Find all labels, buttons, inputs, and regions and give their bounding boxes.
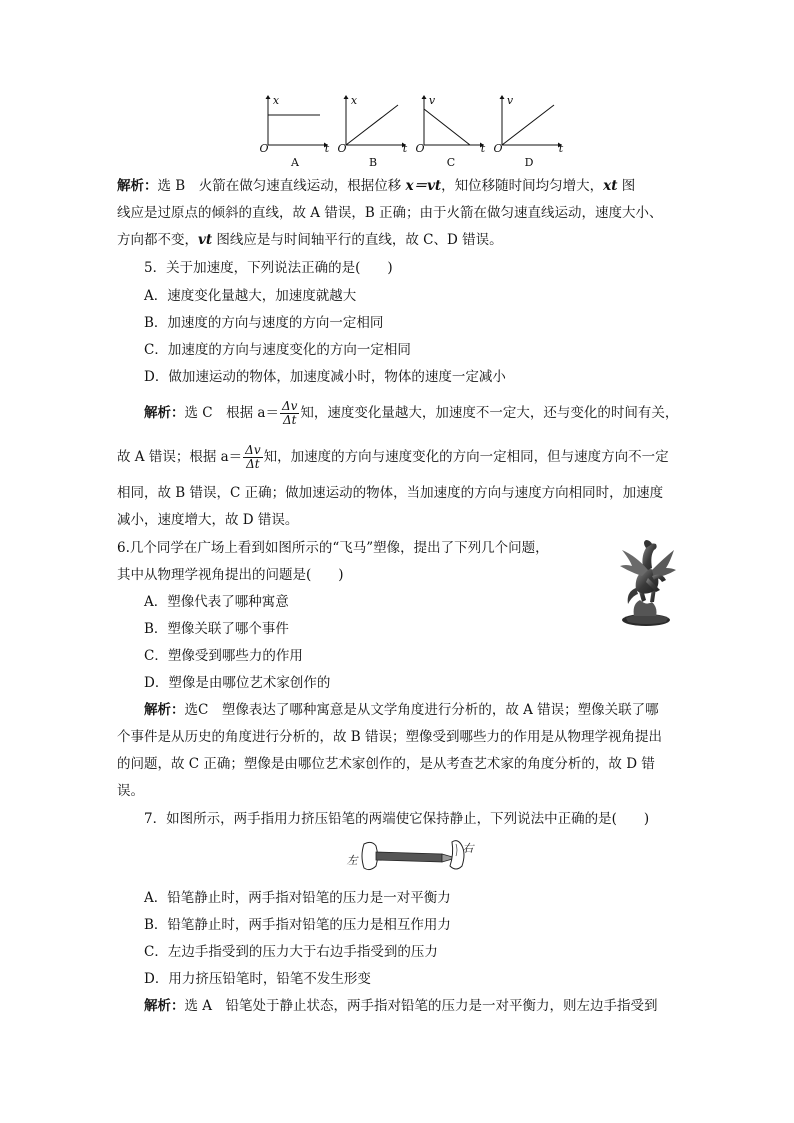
analysis-label: 解析： [144, 998, 185, 1014]
graph-a-letter: A [291, 156, 299, 169]
q5-option-b: B．加速度的方向与速度的方向一定相同 [144, 315, 384, 331]
analysis-label: 解析： [144, 702, 185, 718]
q5-stem: 5．关于加速度，下列说法正确的是( ) [144, 260, 393, 276]
graph-a-ylabel: x [272, 94, 280, 107]
pegasus-statue-image [612, 536, 682, 628]
q4-analysis-line-1 [117, 176, 677, 196]
q7-stem: 7．如图所示，两手指用力挤压铅笔的两端使它保持静止，下列说法中正确的是( ) [144, 811, 650, 827]
graph-b-letter: B [368, 156, 378, 169]
q6-analysis-line-4: 误。 [117, 783, 144, 799]
analysis-label: 解析： [117, 178, 158, 194]
graph-c-origin: O [415, 142, 425, 155]
graph-a-xlabel: t [324, 142, 330, 155]
text-span: 选 B 火箭在做匀速直线运动，根据位移 [157, 178, 406, 194]
q5-analysis-line-1 [144, 400, 704, 427]
fraction [243, 444, 262, 471]
q5-analysis-line-3: 相同，故 B 错误，C 正确；做加速运动的物体，当加速度的方向与速度方向相同时，加速度 [117, 485, 664, 501]
graph-d-ylabel: v [506, 94, 514, 107]
graph-d-xlabel: t [558, 142, 564, 155]
text-span: ，知位移随时间均匀增大， [441, 178, 604, 194]
text-span: 选 A 铅笔处于静止状态，两手指对铅笔的压力是一对平衡力，则左边手指受到 [184, 998, 658, 1014]
pegasus-statue-svg [612, 536, 682, 628]
graph-b-ylabel: x [350, 94, 358, 107]
q6-analysis-line-1 [144, 700, 704, 720]
text-span: 图线应是与时间轴平行的直线，故 C、D 错误。 [212, 232, 503, 248]
fraction-denominator: Δt [246, 457, 260, 471]
analysis-label: 解析： [144, 405, 185, 421]
graph-c-xlabel: t [480, 142, 486, 155]
graph-c-ylabel: v [428, 94, 436, 107]
q6-analysis-line-3: 的问题，故 C 正确；塑像是由哪位艺术家创作的，是从考查艺术家的角度分析的，故 D 错 [117, 756, 655, 772]
fraction-numerator: Δv [281, 399, 298, 413]
q6-stem-line-1: 6.几个同学在广场上看到如图所示的“飞马”塑像，提出了下列几个问题， [117, 540, 549, 556]
q4-analysis-line-3 [117, 230, 677, 250]
graph-name: xt [603, 178, 618, 194]
text-span: 故 A 错误；根据 a＝ [117, 449, 243, 465]
text-span: 知，速度变化量越大，加速度不一定大，还与变化的时间有关， [300, 405, 679, 421]
q6-option-d: D．塑像是由哪位艺术家创作的 [144, 675, 331, 691]
pencil-right-label: 右 [462, 842, 474, 855]
graph-c-letter: C [446, 156, 456, 169]
q6-option-a: A．塑像代表了哪种寓意 [144, 594, 289, 610]
q5-option-a: A．速度变化量越大，加速度就越大 [144, 288, 357, 304]
graph-b-xlabel: t [402, 142, 408, 155]
fraction-numerator: Δv [245, 443, 261, 457]
fraction-denominator: Δt [282, 413, 297, 427]
q6-stem-line-2: 其中从物理学视角提出的问题是( ) [117, 567, 344, 583]
q7-option-c: C．左边手指受到的压力大于右边手指受到的压力 [144, 944, 438, 960]
text-span: 选 C 根据 a＝ [184, 405, 279, 421]
fraction [280, 400, 299, 427]
text-span: 知，加速度的方向与速度变化的方向一定相同，但与速度方向不一定 [263, 449, 669, 465]
q7-option-b: B．铅笔静止时，两手指对铅笔的压力是相互作用力 [144, 917, 451, 933]
graph-d-origin: O [493, 142, 503, 155]
q6-option-b: B．塑像关联了哪个事件 [144, 621, 289, 637]
q6-analysis-line-2: 个事件是从历史的角度进行分析的，故 B 错误；塑像受到哪些力的作用是从物理学视角提出 [117, 729, 663, 745]
text-span: 选C 塑像表达了哪种寓意是从文学角度进行分析的，故 A 错误；塑像关联了哪 [184, 702, 659, 718]
q4-analysis-line-2: 线应是过原点的倾斜的直线，故 A 错误，B 正确；由于火箭在做匀速直线运动，速度大小、 [117, 205, 663, 221]
graph-name: vt [198, 232, 213, 248]
q5-option-d: D．做加速运动的物体，加速度减小时，物体的速度一定减小 [144, 369, 506, 385]
q7-option-d: D．用力挤压铅笔时，铅笔不发生形变 [144, 971, 371, 987]
graph-b-origin: O [337, 142, 347, 155]
graph-a-origin: O [259, 142, 269, 155]
q5-analysis-line-2 [117, 444, 677, 471]
q5-analysis-line-4: 减小，速度增大，故 D 错误。 [117, 512, 299, 528]
q6-option-c: C．塑像受到哪些力的作用 [144, 648, 303, 664]
text-span: 方向都不变， [117, 232, 198, 248]
q7-option-a: A．铅笔静止时，两手指对铅笔的压力是一对平衡力 [144, 890, 451, 906]
q5-option-c: C．加速度的方向与速度变化的方向一定相同 [144, 342, 411, 358]
formula: x＝vt [405, 178, 442, 194]
q7-analysis-line-1 [144, 996, 704, 1016]
text-span: 图 [617, 178, 636, 194]
pencil-left-label: 左 [346, 854, 358, 867]
graph-d-letter: D [524, 156, 534, 169]
